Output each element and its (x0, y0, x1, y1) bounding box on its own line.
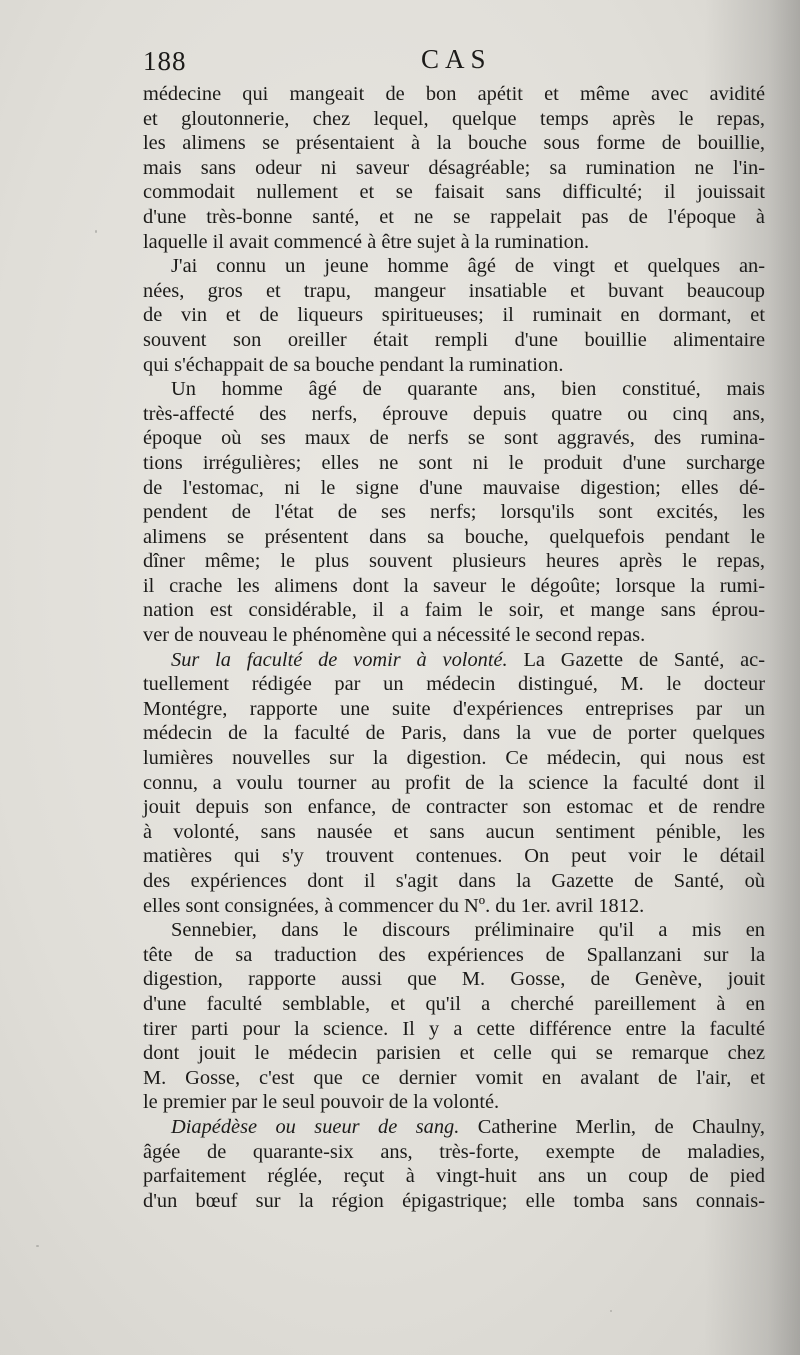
text-line: médecine qui mangeait de bon apétit et même avec avidité (143, 83, 765, 105)
text-line: elles sont consignées, à commencer du Nº. du 1er. avril 1812. (143, 894, 645, 917)
paragraph-vomiting-at-will (143, 648, 765, 919)
text-line: dîner même; le plus souvent plusieurs heures après le repas, (143, 550, 765, 573)
text-line: tuellement rédigée par un médecin distingué, M. le docteur (143, 673, 765, 696)
text-line: dont jouit le médecin parisien et celle qui se remarque chez (143, 1042, 765, 1065)
paragraph-diapedesis (143, 1115, 765, 1213)
text-line: M. Gosse, c'est que ce dernier vomit en avalant de l'air, et (143, 1066, 765, 1089)
section-lead: Sur la faculté de vomir à volonté. (171, 648, 508, 671)
text-line: qui s'échappait de sa bouche pendant la rumination. (143, 353, 564, 376)
text-line: nées, gros et trapu, mangeur insatiable et buvant beaucoup (143, 279, 765, 302)
page-header (143, 44, 768, 84)
section-lead: Diapédèse ou sueur de sang. (171, 1115, 460, 1138)
text-line: à volonté, sans nausée et sans aucun sentiment pénible, les (143, 820, 765, 843)
text-line: lumières nouvelles sur la digestion. Ce médecin, qui nous est (143, 747, 765, 770)
text-line: de l'estomac, ni le signe d'une mauvaise digestion; elles dé- (143, 476, 765, 499)
running-head: CAS (421, 44, 492, 74)
text-line: d'une faculté semblable, et qu'il a cherché pareillement à en (143, 992, 765, 1015)
text-line: matières qui s'y trouvent contenues. On peut voir le détail (143, 845, 765, 868)
text-line: Un homme âgé de quarante ans, bien constitué, mais (171, 378, 765, 401)
text-line: époque où ses maux de nerfs se sont aggravés, des rumina- (143, 427, 765, 450)
text-line (143, 1115, 765, 1140)
text-line: laquelle il avait commencé à être sujet à la rumination. (143, 230, 590, 253)
text-line: les alimens se présentaient à la bouche sous forme de bouillie, (143, 132, 765, 155)
text-line: ver de nouveau le phénomène qui a nécessité le second repas. (143, 624, 646, 647)
text-line (143, 648, 765, 673)
paragraph-nervous-man (143, 377, 765, 648)
text-line: commodait nullement et se faisait sans difficulté; il jouissait (143, 181, 765, 204)
text-line: très-affecté des nerfs, éprouve depuis quatre ou cinq ans, (143, 402, 765, 425)
text-line: des expériences dont il s'agit dans la Gazette de Santé, où (143, 870, 765, 892)
text-line: pendent de l'état de ses nerfs; lorsqu'ils sont excités, les (143, 501, 765, 524)
page-number: 188 (143, 46, 187, 76)
text-line: souvent son oreiller était rempli d'une bouillie alimentaire (143, 328, 765, 351)
paper-speck (36, 1245, 39, 1247)
body-text (143, 82, 765, 1213)
paper-speck (95, 230, 97, 233)
text-run: La Gazette de Santé, ac- (507, 648, 765, 671)
text-line: il crache les alimens dont la saveur le dégoûte; lorsque la rumi- (143, 574, 765, 597)
text-line: nation est considérable, il a faim le soir, et mange sans éprou- (143, 599, 765, 622)
text-line: d'une très-bonne santé, et ne se rappelait pas de l'époque à (143, 205, 765, 228)
text-line: digestion, rapporte aussi que M. Gosse, de Genève, jouit (143, 968, 765, 991)
text-line: Sennebier, dans le discours préliminaire qu'il a mis en (171, 919, 765, 942)
text-line: mais sans odeur ni saveur désagréable; sa rumination ne l'in- (143, 156, 765, 179)
text-line: parfaitement réglée, reçut à vingt-huit ans un coup de pied (143, 1165, 765, 1188)
paragraph-young-man (143, 254, 765, 377)
text-line: Montégre, rapporte une suite d'expériences entreprises par un (143, 697, 765, 720)
text-line: médecin de la faculté de Paris, dans la vue de porter quelques (143, 722, 765, 745)
paragraph-continuation (143, 82, 765, 254)
text-line: âgée de quarante-six ans, très-forte, exempte de maladies, (143, 1140, 765, 1163)
paragraph-sennebier (143, 918, 765, 1115)
text-line: J'ai connu un jeune homme âgé de vingt et quelques an- (171, 255, 765, 278)
text-line: et gloutonnerie, chez lequel, quelque temps après le repas, (143, 107, 765, 130)
text-line: jouit depuis son enfance, de contracter son estomac et de rendre (143, 796, 765, 819)
text-line: tirer parti pour la science. Il y a cette différence entre la faculté (143, 1017, 765, 1040)
text-line: tions irrégulières; elles ne sont ni le produit d'une surcharge (143, 451, 765, 474)
text-line: de vin et de liqueurs spiritueuses; il ruminait en dormant, et (143, 304, 765, 327)
text-line: alimens se présentent dans sa bouche, quelquefois pendant le (143, 525, 765, 548)
text-line: tête de sa traduction des expériences de Spallanzani sur la (143, 943, 765, 966)
text-run: Catherine Merlin, de Chaulny, (459, 1115, 765, 1138)
text-line: d'un bœuf sur la région épigastrique; elle tomba sans connais- (143, 1189, 765, 1212)
text-line: le premier par le seul pouvoir de la volonté. (143, 1091, 500, 1114)
text-line: connu, a voulu tourner au profit de la science la faculté dont il (143, 771, 765, 794)
paper-speck (610, 1310, 612, 1312)
